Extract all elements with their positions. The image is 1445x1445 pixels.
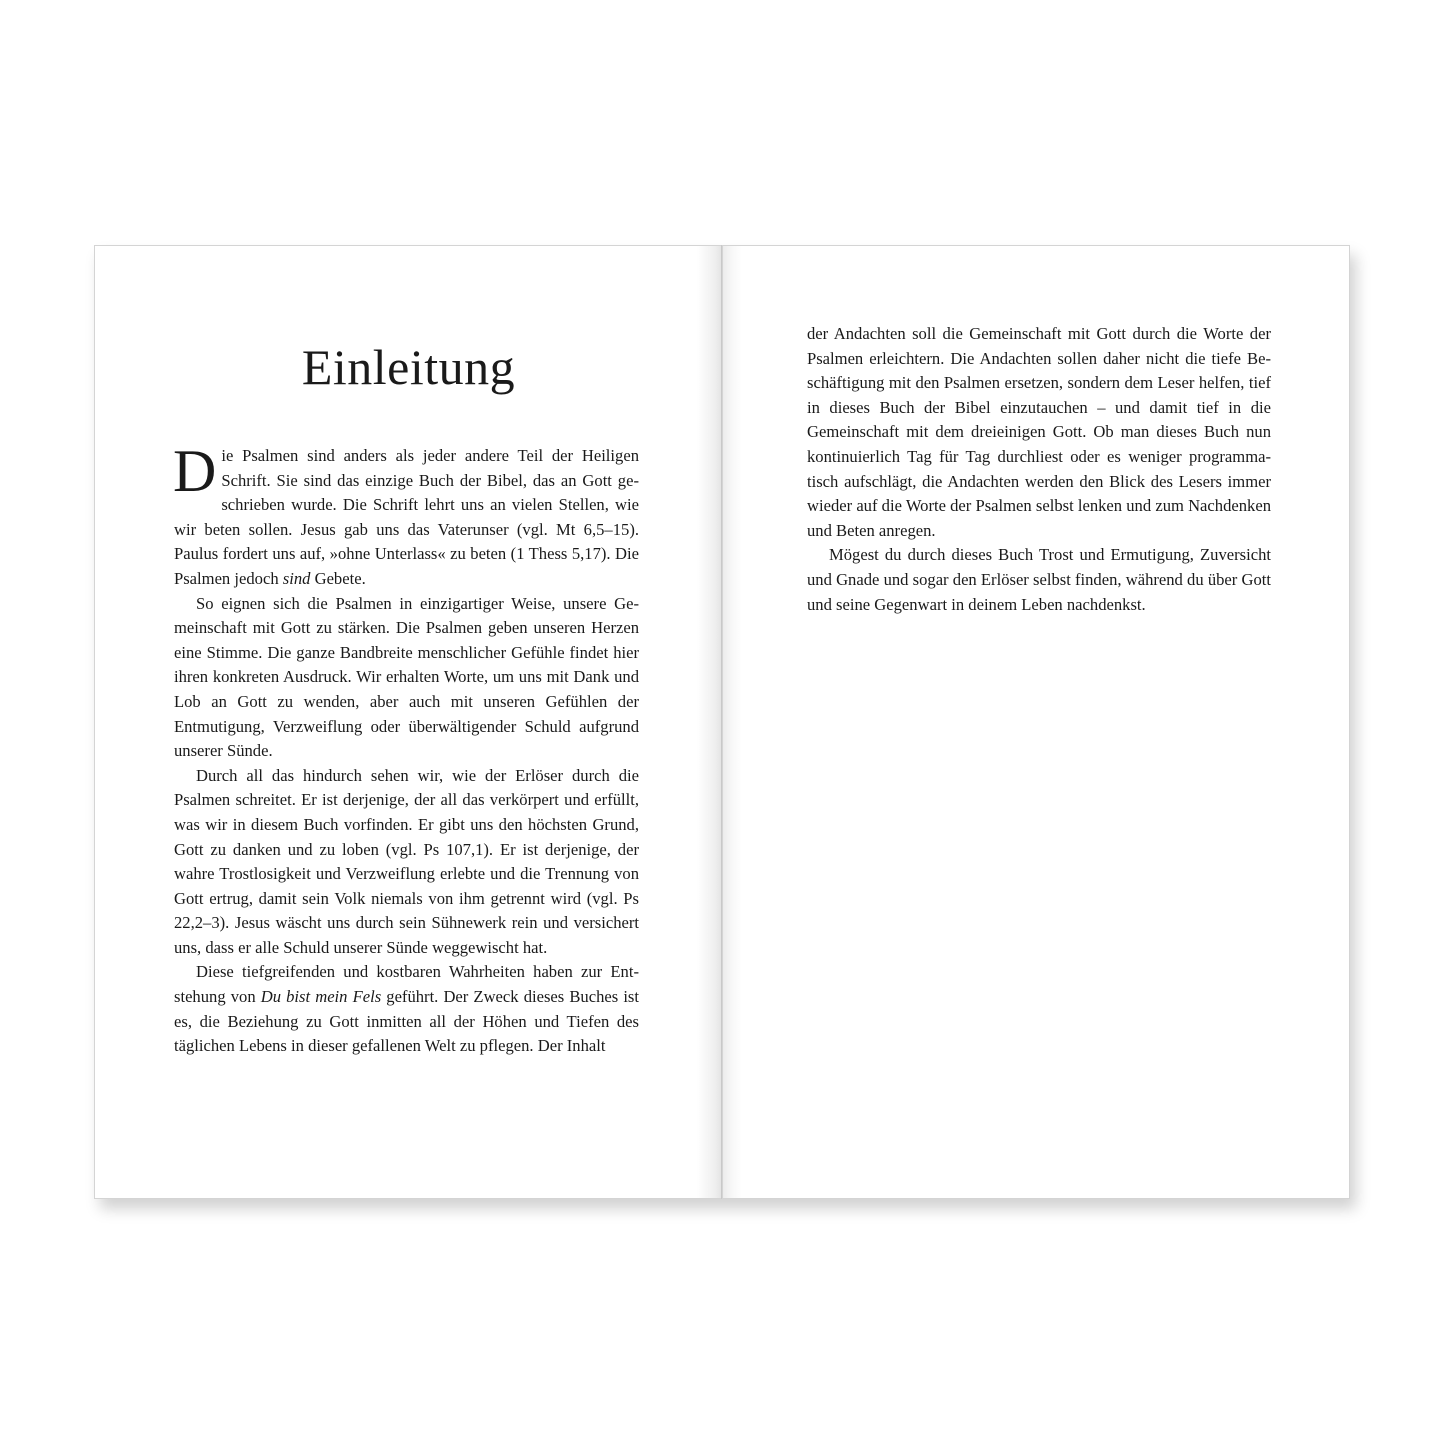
left-page-body <box>173 438 639 1059</box>
paragraph-4-text-end: geführt. Der Zweck dieses Buches ist es, die Beziehung zu Gott inmitten all der Höhen und Tiefen des täglichen Lebens in dieser gefallenen Welt zu pflegen. Der Inhalt <box>174 987 639 1056</box>
book-spread <box>94 245 1350 1199</box>
book-title-emphasis: Du bist mein Fels <box>260 987 382 1007</box>
paragraph-5: der Andachten soll die Gemeinschaft mit Gott durch die Worte der Psalmen erleichtern. Die Andachten sollen daher nicht die tiefe Beschäftigung mit den Psalmen ersetzen, sondern dem Leser helfen, tief in dieses Buch der Bibel einzutauchen – und damit tief in die Gemeinschaft mit dem dreieinigen Gott. Ob man dieses Buch nun kontinuierlich Tag für Tag durchliest oder es weniger programmatisch aufschlägt, die Andachten werden den Blick des Lesers immer wieder auf die Worte der Psalmen selbst lenken und zum Nachdenken und Beten anregen. <box>807 324 1271 540</box>
drop-cap: D <box>173 438 217 504</box>
paragraph-1-emphasis: sind <box>282 568 311 588</box>
paragraph-1-text: ie Psalmen sind anders als jeder andere Teil der Heiligen Schrift. Sie sind das einzige Buch der Bibel, das an Gott geschrieben wurde. Die Schrift lehrt uns an vielen Stellen, wie wir beten sollen. Jesus gab uns das Vaterunser (vgl. Mt 6,5–15). Paulus fordert uns auf, »ohne Unterlass« zu beten (1 Thess 5,17). Die Psalmen jedoch <box>174 446 639 588</box>
paragraph-1-text-end: Gebete. <box>310 568 366 588</box>
right-page-body <box>807 322 1271 617</box>
paragraph-6: Mögest du durch dieses Buch Trost und Ermutigung, Zuversicht und Gnade und sogar den Erlöser selbst finden, während du über Gott und seine Gegenwart in deinem Leben nachdenkst. <box>807 545 1271 614</box>
paragraph-3: Durch all das hindurch sehen wir, wie der Erlöser durch die Psalmen schreitet. Er ist derjenige, der all das verkörpert und erfüllt, was wir in diesem Buch vorfinden. Er gibt uns den höchsten Grund, Gott zu danken und zu loben (vgl. Ps 107,1). Er ist derjenige, der wahre Trostlosigkeit und Verzweiflung erlebte und die Trennung von Gott ertrug, damit sein Volk niemals von ihm getrennt wird (vgl. Ps 22,2–3). Jesus wäscht uns durch sein Sühnewerk rein und versichert uns, dass er alle Schuld unserer Sünde weggewischt hat. <box>174 765 639 957</box>
left-page <box>94 245 722 1199</box>
chapter-title: Einleitung <box>301 339 516 395</box>
paragraph-4-text: Diese tiefgreifenden und kostbaren Wahrheiten haben zur Entstehung von <box>174 962 639 1007</box>
right-page <box>722 245 1350 1199</box>
paragraph-1 <box>173 438 639 592</box>
paragraph-4 <box>174 960 639 1058</box>
paragraph-2: So eignen sich die Psalmen in einzigartiger Weise, unsere Gemeinschaft mit Gott zu stärken. Die Psalmen geben unseren Herzen eine Stimme. Die ganze Bandbreite menschlicher Gefühle findet hier ihren konkreten Ausdruck. Wir erhalten Worte, um uns mit Dank und Lob an Gott zu wenden, aber auch mit unseren Gefühlen der Entmutigung, Verzweiflung oder überwältigender Schuld aufgrund unserer Sünde. <box>174 593 639 761</box>
